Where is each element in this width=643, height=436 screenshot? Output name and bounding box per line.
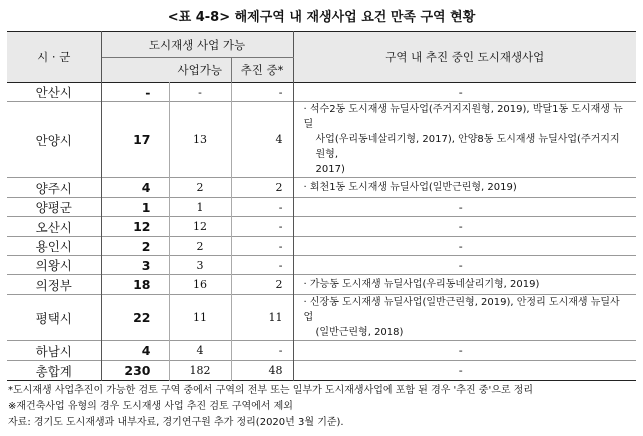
project-line: - bbox=[458, 239, 463, 253]
project-line: · 석수2동 도시재생 뉴딜사업(주거지지원형, 2019), 박달1동 도시재생 뉴딜 bbox=[303, 104, 623, 130]
possible-count-cell: 16 bbox=[169, 275, 231, 295]
footnote-source: 자료: 경기도 도시재생과 내부자료, 경기연구원 추가 정리(2020년 3월 기준). bbox=[8, 417, 344, 428]
projects-cell bbox=[293, 256, 636, 275]
projects-cell bbox=[293, 102, 636, 178]
table-row bbox=[7, 275, 636, 295]
possible-total-cell: 4 bbox=[101, 341, 169, 361]
projects-cell bbox=[293, 361, 636, 381]
table-body bbox=[7, 83, 636, 381]
project-line: - bbox=[458, 85, 463, 99]
in-progress-cell: - bbox=[231, 237, 293, 256]
in-progress-cell: - bbox=[231, 198, 293, 217]
project-line: - bbox=[458, 200, 463, 214]
possible-total-cell: 1 bbox=[101, 198, 169, 217]
project-line: - bbox=[458, 364, 463, 377]
project-line: · 신장동 도시재생 뉴딜사업(일반근린형, 2019), 안정리 도시재생 뉴딜사업 bbox=[303, 297, 620, 323]
projects-cell bbox=[293, 341, 636, 361]
region-cell: 오산시 bbox=[7, 217, 101, 237]
table-title: <표 4-8> 해제구역 내 재생사업 요건 만족 구역 현황 bbox=[167, 10, 476, 25]
possible-count-cell: 1 bbox=[169, 198, 231, 217]
project-line: - bbox=[458, 220, 463, 233]
possible-count-cell: 182 bbox=[169, 361, 231, 381]
in-progress-cell: 4 bbox=[231, 102, 293, 178]
header-in-progress: 추진 중* bbox=[231, 58, 293, 83]
possible-count-cell: 13 bbox=[169, 102, 231, 178]
projects-cell bbox=[293, 295, 636, 341]
header-region: 시 · 군 bbox=[7, 32, 101, 83]
possible-count-cell: 2 bbox=[169, 178, 231, 198]
table-row bbox=[7, 237, 636, 256]
header-possible-spacer bbox=[101, 58, 169, 83]
possible-count-cell: 3 bbox=[169, 256, 231, 275]
region-cell: 의왕시 bbox=[7, 256, 101, 275]
project-line: · 가능동 도시재생 뉴딜사업(우리동네살리기형, 2019) bbox=[303, 279, 540, 290]
table-row bbox=[7, 83, 636, 102]
table-row bbox=[7, 341, 636, 361]
in-progress-cell: 2 bbox=[231, 178, 293, 198]
possible-total-cell: 22 bbox=[101, 295, 169, 341]
region-cell: 용인시 bbox=[7, 237, 101, 256]
possible-count-cell: 11 bbox=[169, 295, 231, 341]
region-cell: 의정부 bbox=[7, 275, 101, 295]
in-progress-cell: - bbox=[231, 217, 293, 237]
project-line: 2017) bbox=[315, 164, 345, 175]
footnotes bbox=[8, 383, 533, 431]
projects-cell bbox=[293, 83, 636, 102]
in-progress-cell: 11 bbox=[231, 295, 293, 341]
projects-cell bbox=[293, 237, 636, 256]
table-row bbox=[7, 217, 636, 237]
header-possible: 도시재생 사업 가능 bbox=[101, 32, 293, 58]
header-possible-count: 사업가능 bbox=[169, 58, 231, 83]
footnote-exclusion: ※재건축사업 유형의 경우 도시재생 사업 추진 검토 구역에서 제외 bbox=[8, 401, 293, 412]
projects-cell bbox=[293, 198, 636, 217]
region-cell: 양평군 bbox=[7, 198, 101, 217]
project-line: - bbox=[458, 258, 463, 272]
region-cell: 총합계 bbox=[7, 361, 101, 381]
possible-total-cell: 3 bbox=[101, 256, 169, 275]
region-cell: 평택시 bbox=[7, 295, 101, 341]
possible-total-cell: - bbox=[101, 83, 169, 102]
projects-cell bbox=[293, 217, 636, 237]
possible-total-cell: 4 bbox=[101, 178, 169, 198]
possible-total-cell: 230 bbox=[101, 361, 169, 381]
possible-count-cell: 4 bbox=[169, 341, 231, 361]
project-line: (일반근린형, 2018) bbox=[315, 327, 404, 338]
projects-cell bbox=[293, 275, 636, 295]
region-cell: 안양시 bbox=[7, 102, 101, 178]
project-line: - bbox=[458, 344, 463, 357]
possible-total-cell: 12 bbox=[101, 217, 169, 237]
header-projects: 구역 내 추진 중인 도시재생사업 bbox=[293, 32, 636, 83]
possible-count-cell: 12 bbox=[169, 217, 231, 237]
table-row bbox=[7, 178, 636, 198]
table-row bbox=[7, 361, 636, 381]
redevelopment-table bbox=[7, 31, 636, 381]
possible-count-cell: 2 bbox=[169, 237, 231, 256]
table-row bbox=[7, 295, 636, 341]
region-cell: 양주시 bbox=[7, 178, 101, 198]
possible-total-cell: 18 bbox=[101, 275, 169, 295]
region-cell: 하남시 bbox=[7, 341, 101, 361]
in-progress-cell: 2 bbox=[231, 275, 293, 295]
possible-count-cell: - bbox=[169, 83, 231, 102]
possible-total-cell: 17 bbox=[101, 102, 169, 178]
project-line: 사업(우리동네살리기형, 2017), 안양8동 도시재생 뉴딜사업(주거지지원형, bbox=[315, 134, 620, 160]
project-line: · 회천1동 도시재생 뉴딜사업(일반근린형, 2019) bbox=[303, 182, 517, 193]
possible-total-cell: 2 bbox=[101, 237, 169, 256]
in-progress-cell: 48 bbox=[231, 361, 293, 381]
table-row bbox=[7, 256, 636, 275]
region-cell: 안산시 bbox=[7, 83, 101, 102]
projects-cell bbox=[293, 178, 636, 198]
table-row bbox=[7, 102, 636, 178]
in-progress-cell: - bbox=[231, 83, 293, 102]
footnote-asterisk: *도시재생 사업추진이 가능한 검토 구역 중에서 구역의 전부 또는 일부가 도시재생사업에 포함 된 경우 '추진 중'으로 정리 bbox=[8, 385, 534, 396]
in-progress-cell: - bbox=[231, 256, 293, 275]
in-progress-cell: - bbox=[231, 341, 293, 361]
table-row bbox=[7, 198, 636, 217]
